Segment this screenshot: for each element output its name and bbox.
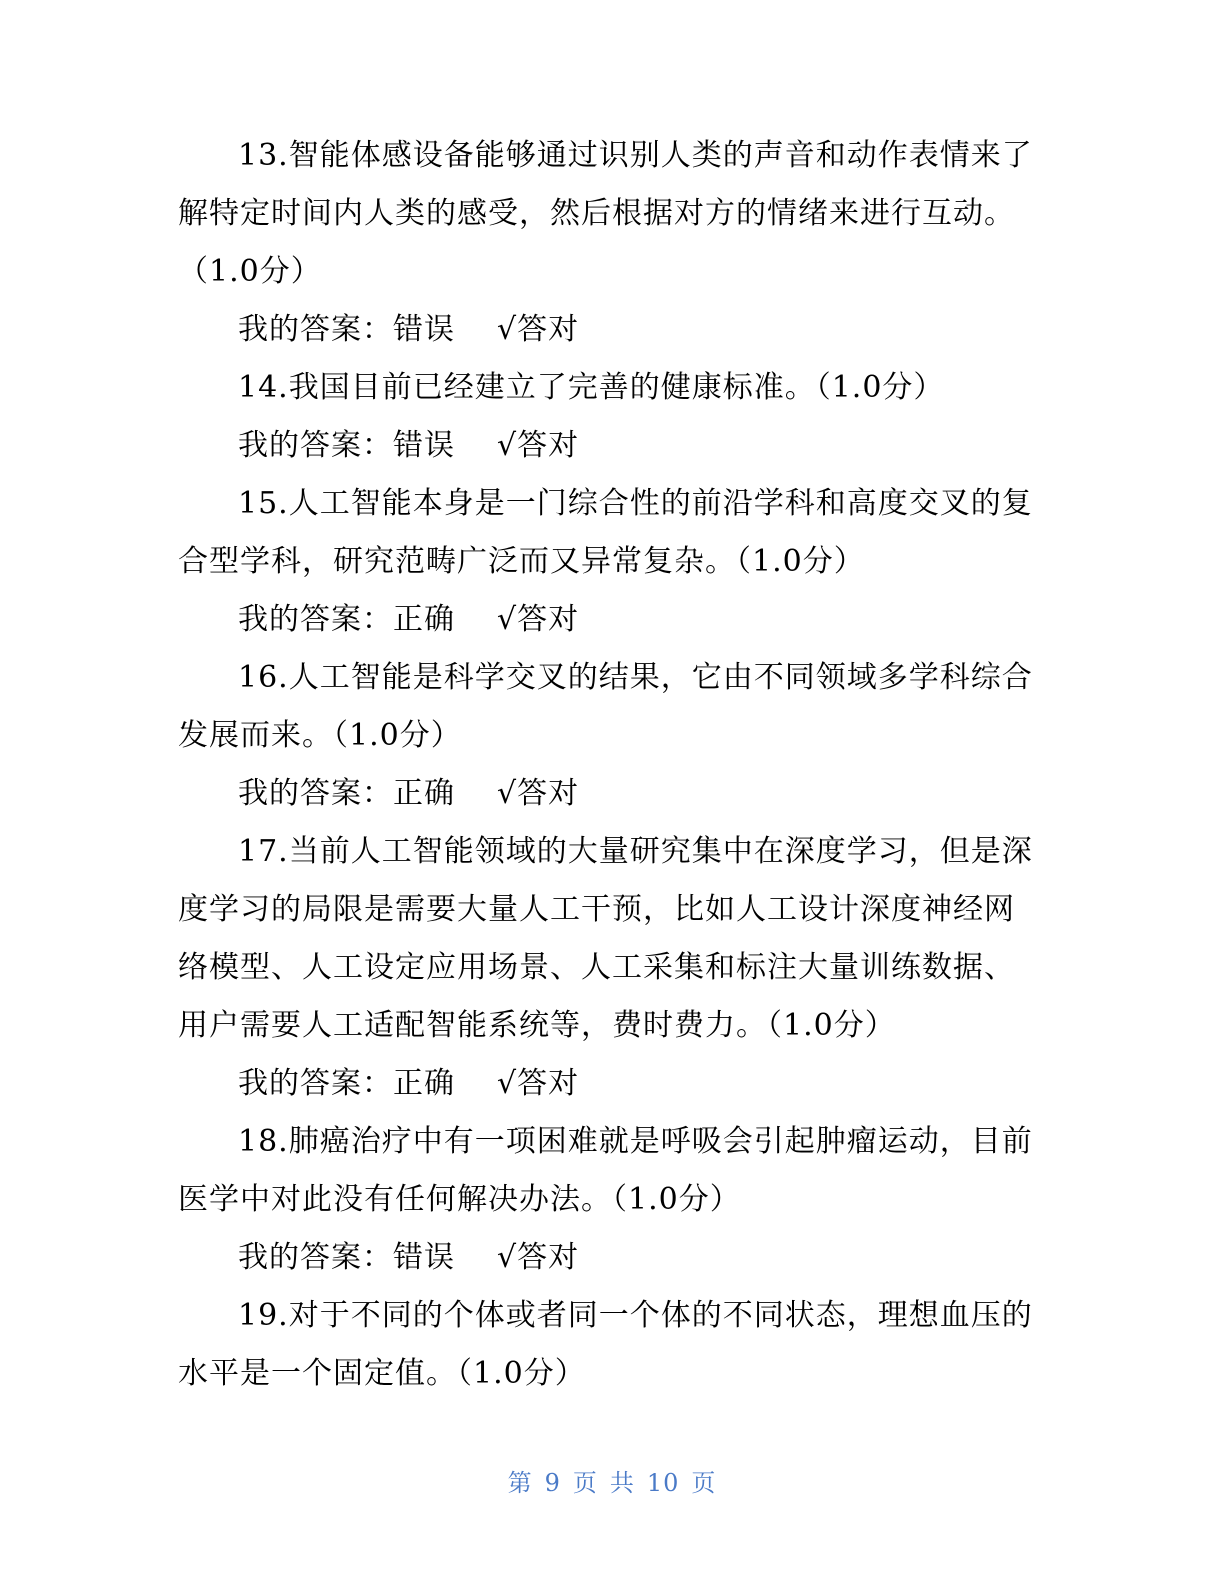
answer-row-14 [178,417,1040,475]
footer-page-number: 9 [544,1469,561,1497]
document-body [178,127,1040,1403]
answer-label: 我的答案： [238,776,393,811]
result-badge: √答对 [497,1066,580,1101]
question-18: 18.肺癌治疗中有一项困难就是呼吸会引起肿瘤运动，目前医学中对此没有任何解决办法。（1.0分） [178,1124,1033,1217]
answer-label: 我的答案： [238,602,393,637]
answer-row-18 [178,1229,1040,1287]
answer-value: 错误 [393,428,455,463]
answer-row-17 [178,1055,1040,1113]
answer-value: 正确 [393,776,455,811]
answer-value: 正确 [393,602,455,637]
result-badge: √答对 [497,428,580,463]
answer-row-16 [178,765,1040,823]
result-badge: √答对 [497,776,580,811]
footer-total-unit: 页 [691,1469,717,1497]
answer-value: 错误 [393,1240,455,1275]
question-13: 13.智能体感设备能够通过识别人类的声音和动作表情来了解特定时间内人类的感受，然后根据对方的情绪来进行互动。（1.0分） [178,138,1033,289]
answer-label: 我的答案： [238,312,393,347]
question-17: 17.当前人工智能领域的大量研究集中在深度学习，但是深度学习的局限是需要大量人工干预，比如人工设计深度神经网络模型、人工设定应用场景、人工采集和标注大量训练数据、用户需要人工适配智能系统等，费时费力。（1.0分） [178,834,1033,1043]
footer-total-pages: 10 [646,1469,680,1497]
result-badge: √答对 [497,1240,580,1275]
result-badge: √答对 [497,312,580,347]
answer-label: 我的答案： [238,1240,393,1275]
answer-value: 错误 [393,312,455,347]
question-14: 14.我国目前已经建立了完善的健康标准。（1.0分） [238,370,945,405]
answer-label: 我的答案： [238,428,393,463]
question-19: 19.对于不同的个体或者同一个体的不同状态，理想血压的水平是一个固定值。（1.0分） [178,1298,1033,1391]
question-15: 15.人工智能本身是一门综合性的前沿学科和高度交叉的复合型学科，研究范畴广泛而又异常复杂。（1.0分） [178,486,1033,579]
answer-row-15 [178,591,1040,649]
footer-total-word: 共 [609,1469,635,1497]
result-badge: √答对 [497,602,580,637]
answer-row-13 [178,301,1040,359]
page-footer [0,1463,1224,1498]
footer-page-word: 第 [507,1469,533,1497]
question-16: 16.人工智能是科学交叉的结果，它由不同领域多学科综合发展而来。（1.0分） [178,660,1033,753]
answer-label: 我的答案： [238,1066,393,1101]
footer-page-unit: 页 [572,1469,598,1497]
answer-value: 正确 [393,1066,455,1101]
